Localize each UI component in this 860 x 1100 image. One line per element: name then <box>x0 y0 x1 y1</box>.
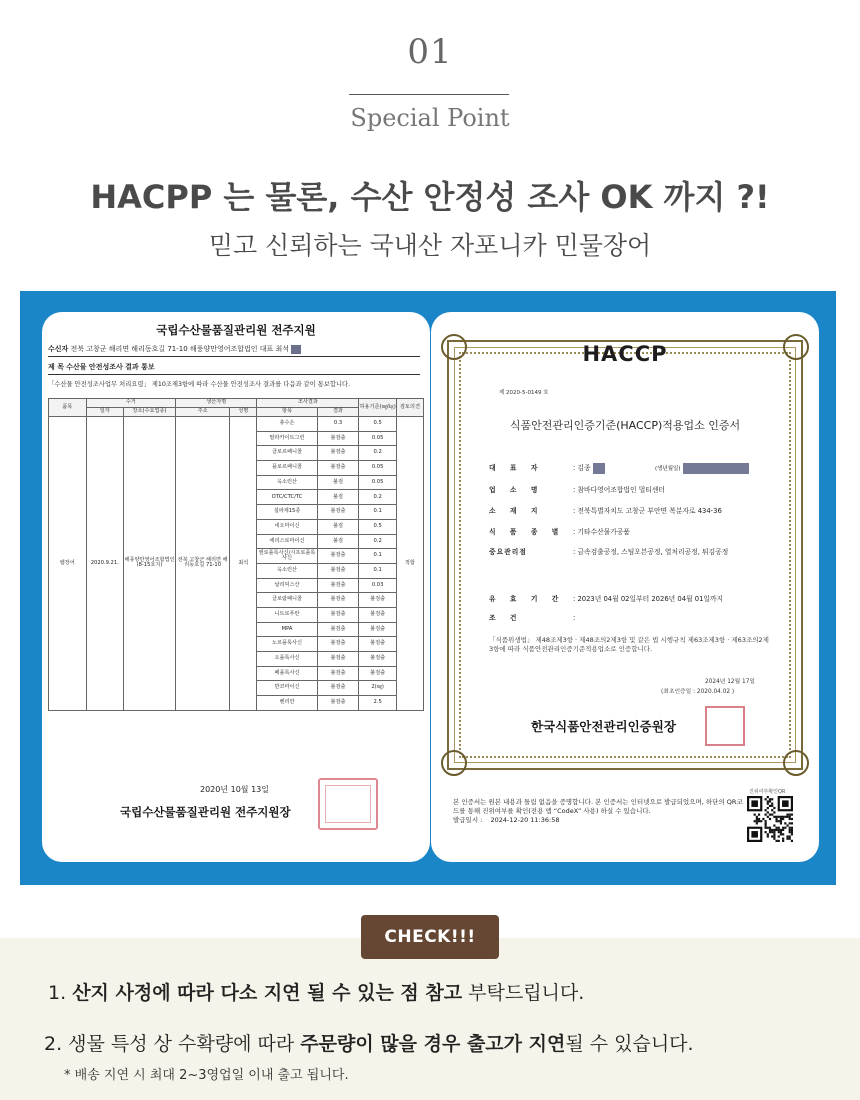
subject-value: 수산물 안전성조사 결과 통보 <box>66 363 155 371</box>
limit-cell: 불검출 <box>359 593 397 608</box>
name-cell: 최석 <box>230 417 257 711</box>
result-cell: 불검출 <box>317 446 359 461</box>
cert-row-company <box>489 484 665 494</box>
test-cell: 날리딕스산 <box>257 578 317 593</box>
limit-cell: 0.05 <box>359 461 397 476</box>
limit-cell: 0.1 <box>359 563 397 578</box>
certificate-footer <box>453 798 743 825</box>
notice-2 <box>44 1029 694 1056</box>
delivery-note: * 배송 지연 시 최대 2~3영업일 이내 출고 됩니다. <box>64 1068 349 1083</box>
recipient-label: 수신자 <box>48 345 69 353</box>
group-header: 생산자명 <box>176 399 257 408</box>
report-signer: 국립수산물품질관리원 전주지원장 <box>120 805 291 819</box>
col-header: 허용기준(㎎/㎏) <box>359 399 397 417</box>
col-header: 품목 <box>49 399 87 417</box>
notice-1-bold: 산지 사정에 따라 다소 지연 될 수 있는 점 참고 <box>72 982 463 1004</box>
validity-value: : 2023년 04월 02일부터 2026년 04월 01일까지 <box>573 595 724 603</box>
notice-1-tail: 부탁드립니다. <box>462 982 585 1004</box>
qr-label: 진위여부확인QR <box>749 789 786 795</box>
test-cell: 플로르페니콜 <box>257 461 317 476</box>
ornament-corner <box>441 750 467 776</box>
report-rule <box>48 356 420 357</box>
test-cell: 니트로푸란 <box>257 607 317 622</box>
certificate-date: 2024년 12월 17일 <box>705 679 755 685</box>
redaction-mark <box>593 463 605 474</box>
date-cell: 2020.9.21. <box>86 417 124 711</box>
notice-2-bold: 주문량이 많을 경우 출고가 지연 <box>300 1033 566 1055</box>
col-header: 결과 <box>317 408 359 417</box>
issue-line <box>453 816 743 825</box>
official-seal <box>705 706 745 746</box>
birth-label: (생년월일) <box>654 466 681 472</box>
result-cell: 불검출 <box>317 696 359 711</box>
test-cell: 에리스로마이신 <box>257 534 317 549</box>
test-cell: 벤리만 <box>257 696 317 711</box>
test-cell: 오플록사신 <box>257 652 317 667</box>
result-cell: 불검 <box>317 519 359 534</box>
section-subtitle: Special Point <box>350 104 510 132</box>
first-certification-date: (최초인증일 : 2020.04.02 ) <box>661 689 735 695</box>
cert-row-type <box>489 526 630 536</box>
haccp-certificate <box>431 312 819 862</box>
result-cell: 불검출 <box>317 622 359 637</box>
result-cell: 불검출 <box>317 593 359 608</box>
address-value: : 전북특별자치도 고창군 부안면 복분자로 434-36 <box>573 507 722 515</box>
inspection-report-document <box>42 312 430 862</box>
test-cell: 옥소린산 <box>257 475 317 490</box>
result-cell: 불검 <box>317 490 359 505</box>
col-header: 성명 <box>230 408 257 417</box>
subject-label: 제 목 <box>48 363 64 371</box>
result-cell: 불검출 <box>317 637 359 652</box>
ornament-corner <box>783 750 809 776</box>
issue-label: 발급일시 : <box>453 816 483 825</box>
certificate-signer: 한국식품안전관리인증원장 <box>531 719 676 734</box>
limit-cell: 0.5 <box>359 417 397 432</box>
haccp-logo: HACCP <box>582 342 668 366</box>
cert-row-representative <box>489 462 749 474</box>
limit-cell: 0.2 <box>359 534 397 549</box>
test-cell: 반코마이신 <box>257 681 317 696</box>
col-header: 주소 <box>176 408 230 417</box>
result-cell: 불검출 <box>317 652 359 667</box>
result-cell: 불검출 <box>317 563 359 578</box>
recipient-line <box>48 344 301 354</box>
rep-label: 대 표 자 <box>489 464 544 472</box>
col-header: 일자 <box>86 408 124 417</box>
result-cell: 불검출 <box>317 578 359 593</box>
subheadline: 믿고 신뢰하는 국내산 자포니카 민물장어 <box>208 231 652 260</box>
qr-code-icon <box>747 796 793 842</box>
report-date: 2020년 10월 13일 <box>200 785 269 794</box>
type-value: : 기타수산물가공품 <box>573 528 630 536</box>
report-intro: 「수산물 안전성조사업무 처리요령」 제10조제3항에 따라 수산물 안전성조사 결과를 다음과 같이 통보합니다. <box>48 381 351 388</box>
result-cell: 0.3 <box>317 417 359 432</box>
test-cell: 페플록사신 <box>257 666 317 681</box>
result-cell: 불검출 <box>317 461 359 476</box>
type-label: 식 품 종 별 <box>489 528 565 536</box>
limit-cell: 0.03 <box>359 578 397 593</box>
cert-row-process <box>489 546 728 556</box>
report-title: 국립수산물품질관리원 전주지원 <box>156 323 316 337</box>
limit-cell: 불검출 <box>359 666 397 681</box>
recipient-value: 전북 고창군 해리면 해리동호길 71-10 해풍양만영어조합법인 대표 최석 <box>70 345 290 353</box>
result-cell: 불검출 <box>317 666 359 681</box>
limit-cell: 불검출 <box>359 622 397 637</box>
limit-cell: 0.05 <box>359 475 397 490</box>
test-cell: 노르플록사신 <box>257 637 317 652</box>
test-cell: 네오마이신 <box>257 519 317 534</box>
cert-row-validity <box>489 593 723 603</box>
process-value: : 금속검출공정, 스팀오븐공정, 열처리공정, 튀김공정 <box>573 548 729 556</box>
col-header: 항목 <box>257 408 317 417</box>
test-cell: 총수은 <box>257 417 317 432</box>
redaction-mark <box>291 345 301 354</box>
limit-cell: 0.2 <box>359 446 397 461</box>
test-cell: 말라카이트그린 <box>257 431 317 446</box>
col-header: 검토의견 <box>396 399 423 417</box>
check-badge: CHECK!!! <box>361 915 499 959</box>
report-rule <box>48 374 420 375</box>
test-cell: 엔로플록사신/시프로플록사신 <box>257 549 317 564</box>
limit-cell: 0.2 <box>359 490 397 505</box>
result-cell: 불검출 <box>317 505 359 520</box>
headline: HACPP 는 물론, 수산 안정성 조사 OK 까지 ?! <box>90 178 770 216</box>
limit-cell: 0.1 <box>359 505 397 520</box>
test-cell: 클로람페니콜 <box>257 593 317 608</box>
item-cell: 뱀장어 <box>49 417 87 711</box>
condition-label: 조 건 <box>489 614 523 622</box>
test-cell: OTC/CTC/TC <box>257 490 317 505</box>
table-row <box>49 417 424 432</box>
limit-cell: 0.1 <box>359 549 397 564</box>
certificate-title: 식품안전관리인증기준(HACCP)적용업소 인증서 <box>509 419 741 432</box>
test-cell: 옥소린산 <box>257 563 317 578</box>
group-header: 수거 <box>86 399 176 408</box>
notice-1 <box>48 978 584 1005</box>
issue-time: 2024-12-20 11:36:58 <box>490 816 560 825</box>
legal-basis-text: 「식품위생법」 제48조제3항 · 제48조의2제3항 및 같은 법 시행규칙 제63조제3항 · 제63조의2제3항에 따라 식품안전관리인증기준적용업소로 인증합니다. <box>489 636 769 654</box>
footer-note: 본 인증서는 원본 내용과 틀림 없음을 증명합니다. 본 인증서는 인터넷으로 발급되었으며, 하단의 QR코드를 통해 진위여부를 확인(전용 앱 “CodeX” 사용) 하실 수 있습니다. <box>453 798 743 816</box>
process-label: 중요관리점 <box>489 548 527 556</box>
redaction-mark <box>683 463 749 474</box>
test-cell: 클로르페니콜 <box>257 446 317 461</box>
opinion-cell: 적합 <box>396 417 423 711</box>
limit-cell: 2(㎎) <box>359 681 397 696</box>
limit-cell: 불검출 <box>359 637 397 652</box>
section-number: 01 <box>407 32 453 72</box>
result-cell: 불검출 <box>317 549 359 564</box>
company-value: : 참바다영어조합법인 멀티센터 <box>573 486 665 494</box>
official-seal <box>318 778 378 830</box>
subject-line <box>48 362 155 372</box>
place-cell: 해풍양만영어조합법인(8-15호지) <box>124 417 176 711</box>
result-cell: 불검출 <box>317 681 359 696</box>
address-label: 소 재 지 <box>489 507 544 515</box>
result-cell: 불검 <box>317 475 359 490</box>
limit-cell: 0.05 <box>359 431 397 446</box>
condition-value: : <box>573 614 576 622</box>
address-cell: 전북 고창군 해리면 해리동호길 71-10 <box>176 417 230 711</box>
company-label: 업 소 명 <box>489 486 544 494</box>
limit-cell: 불검출 <box>359 607 397 622</box>
limit-cell: 불검출 <box>359 652 397 667</box>
cert-row-address <box>489 505 722 515</box>
col-header: 장소(수요업종) <box>124 408 176 417</box>
limit-cell: 2.5 <box>359 696 397 711</box>
group-header-row <box>49 399 424 408</box>
inspection-table <box>48 398 424 711</box>
notice-2-head: 2. 생물 특성 상 수확량에 따라 <box>44 1033 301 1055</box>
certificate-number: 제 2020-5-0149 호 <box>499 390 549 396</box>
group-header: 조사결과 <box>257 399 359 408</box>
cert-row-condition <box>489 612 575 622</box>
result-cell: 불검출 <box>317 607 359 622</box>
limit-cell: 0.5 <box>359 519 397 534</box>
result-cell: 불검 <box>317 534 359 549</box>
notice-2-tail: 될 수 있습니다. <box>565 1033 694 1055</box>
divider <box>349 94 509 95</box>
validity-label: 유 효 기 간 <box>489 595 565 603</box>
notice-1-number: 1. <box>48 982 67 1004</box>
result-cell: 불검출 <box>317 431 359 446</box>
test-cell: 설파제15종 <box>257 505 317 520</box>
rep-value: : 김종 <box>573 464 591 472</box>
test-cell: MPA <box>257 622 317 637</box>
